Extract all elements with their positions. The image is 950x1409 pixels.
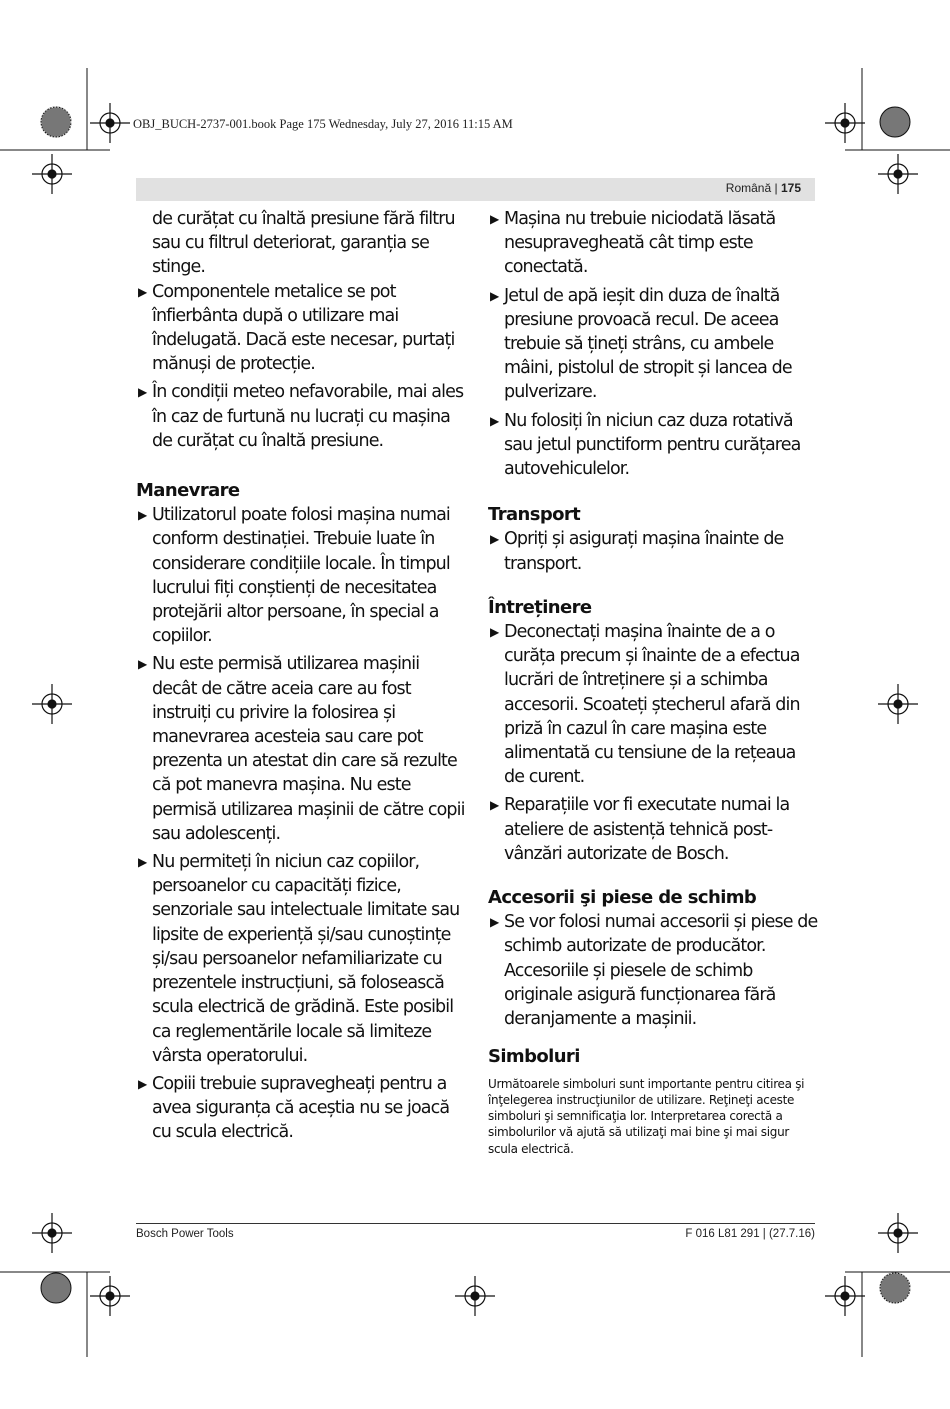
symbols-description: Următoarele simboluri sunt importante pentru citirea şi înţelegerea instrucţiunilor de utilizare. Reţineţi aceste simboluri şi semnificaţia lor. Interpretarea corectă a simbolurilor vă ajută să utilizaţi mai bine şi mai sigur scula electrică. <box>488 1076 805 1156</box>
footer-divider <box>136 1223 815 1224</box>
list-item: ▶ Copiii trebuie supravegheați pentru a avea siguranța că aceștia nu se joacă cu scula electrică. <box>138 1073 450 1143</box>
registration-mark-icon <box>825 103 865 143</box>
header-separator: | <box>774 181 778 195</box>
bullet-arrow-icon: ▶ <box>490 288 499 303</box>
page-header <box>136 178 815 201</box>
list-item: ▶ Nu folosiți în niciun caz duza rotativă sau jetul punctiform pentru curățarea autovehiculelor. <box>490 410 801 480</box>
color-target-icon <box>880 107 910 137</box>
bullet-arrow-icon: ▶ <box>138 1076 147 1091</box>
header-language: Română <box>725 181 772 195</box>
color-target-icon <box>880 1273 910 1303</box>
registration-mark-icon <box>455 1276 495 1316</box>
list-item: ▶ Deconectați mașina înainte de a o curăța precum și înainte de a efectua lucrări de întreținere și a schimba accesorii. Scoateți ștecherul afară din priză în cazul în care mașina este alimentată cu tensiune de la rețeaua de curent. <box>490 622 800 788</box>
bullet-arrow-icon: ▶ <box>490 532 499 547</box>
bullet-arrow-icon: ▶ <box>490 625 499 640</box>
registration-mark-icon <box>32 154 72 194</box>
list-item: ▶ Nu este permisă utilizarea mașinii decât de către aceia care au fost instruiți cu privire la folosirea și manevrarea acesteia sau care pot prezenta un atestat din care să rezulte că pot manevra mașina. Nu este permisă utilizarea mașinii de către copii sau adolescenți. <box>138 654 465 844</box>
bullet-arrow-icon: ▶ <box>490 212 499 226</box>
registration-mark-icon <box>90 103 130 143</box>
color-target-icon <box>41 1273 71 1303</box>
print-header: OBJ_BUCH-2737-001.book Page 175 Wednesday, July 27, 2016 11:15 AM <box>133 117 513 131</box>
bullet-arrow-icon: ▶ <box>138 855 147 870</box>
registration-mark-icon <box>825 1276 865 1316</box>
list-item: ▶ Nu permiteți în niciun caz copiilor, persoanelor cu capacități fizice, senzoriale sau intelectuale limitate sau lipsite de experiență și/sau cunoștințe și/sau persoanelor nefamiliarizate cu prezentele instrucțiuni, să folosească scula electrică de grădină. Este posibil ca reglementările locale să limiteze vârsta operatorului. <box>138 852 460 1066</box>
list-item: ▶ Se vor folosi numai accesorii și piese de schimb autorizate de producător. Accesoriile și piesele de schimb originale asigură funcționarea fără deranjamente a mașinii. <box>490 912 818 1030</box>
bullet-arrow-icon: ▶ <box>490 915 499 930</box>
list-item: ▶ Opriți și asigurați mașina înainte de transport. <box>490 529 784 574</box>
registration-mark-icon <box>90 1276 130 1316</box>
section-heading: Întreținere <box>488 596 592 618</box>
list-item: ▶ Mașina nu trebuie niciodată lăsată nesupravegheată cât timp este conectată. <box>490 209 776 278</box>
list-item: ▶ În condiții meteo nefavorabile, mai ales în caz de furtună nu lucrați cu mașina de curățat cu înaltă presiune. <box>138 382 464 451</box>
registration-mark-icon <box>32 684 72 724</box>
continuation-text: de curățat cu înaltă presiune fără filtru sau cu filtrul deteriorat, garanția se stinge. <box>152 209 455 278</box>
list-item: ▶ Reparațiile vor fi executate numai la ateliere de asistență tehnică post-vânzări autorizate de Bosch. <box>490 795 790 864</box>
right-column <box>488 207 818 1157</box>
bullet-arrow-icon: ▶ <box>138 657 147 672</box>
registration-mark-icon <box>32 1213 72 1253</box>
list-item: ▶ Componentele metalice se pot înfierbânta după o utilizare mai îndelugată. Dacă este necesar, purtați mănuși de protecție. <box>138 281 455 375</box>
color-target-icon <box>41 107 71 137</box>
registration-mark-icon <box>878 154 918 194</box>
footer-brand: Bosch Power Tools <box>136 1228 234 1240</box>
section-heading: Accesorii şi piese de schimb <box>488 887 757 909</box>
section-heading: Manevrare <box>136 480 240 502</box>
bullet-arrow-icon: ▶ <box>490 798 499 813</box>
registration-mark-icon <box>878 1213 918 1253</box>
section-heading: Simboluri <box>488 1046 580 1068</box>
registration-mark-icon <box>878 684 918 724</box>
page-number: 175 <box>780 181 801 195</box>
bullet-arrow-icon: ▶ <box>138 284 147 299</box>
bullet-arrow-icon: ▶ <box>138 508 147 523</box>
bullet-arrow-icon: ▶ <box>138 385 147 400</box>
left-column <box>136 207 466 1149</box>
list-item: ▶ Utilizatorul poate folosi mașina numai conform destinației. Trebuie luate în considerare condițiile locale. În timpul lucrului fiți conștienți de necesitatea protejării altor persoane, în special a copiilor. <box>138 505 450 647</box>
list-item: ▶ Jetul de apă ieșit din duza de înaltă presiune provoacă recul. De aceea trebuie să țineți strâns, cu ambele mâini, pistolul de stropit și lancea de pulverizare. <box>490 285 792 403</box>
footer-document-code: F 016 L81 291 | (27.7.16) <box>685 1228 815 1240</box>
section-heading: Transport <box>488 504 581 526</box>
bullet-arrow-icon: ▶ <box>490 413 499 428</box>
